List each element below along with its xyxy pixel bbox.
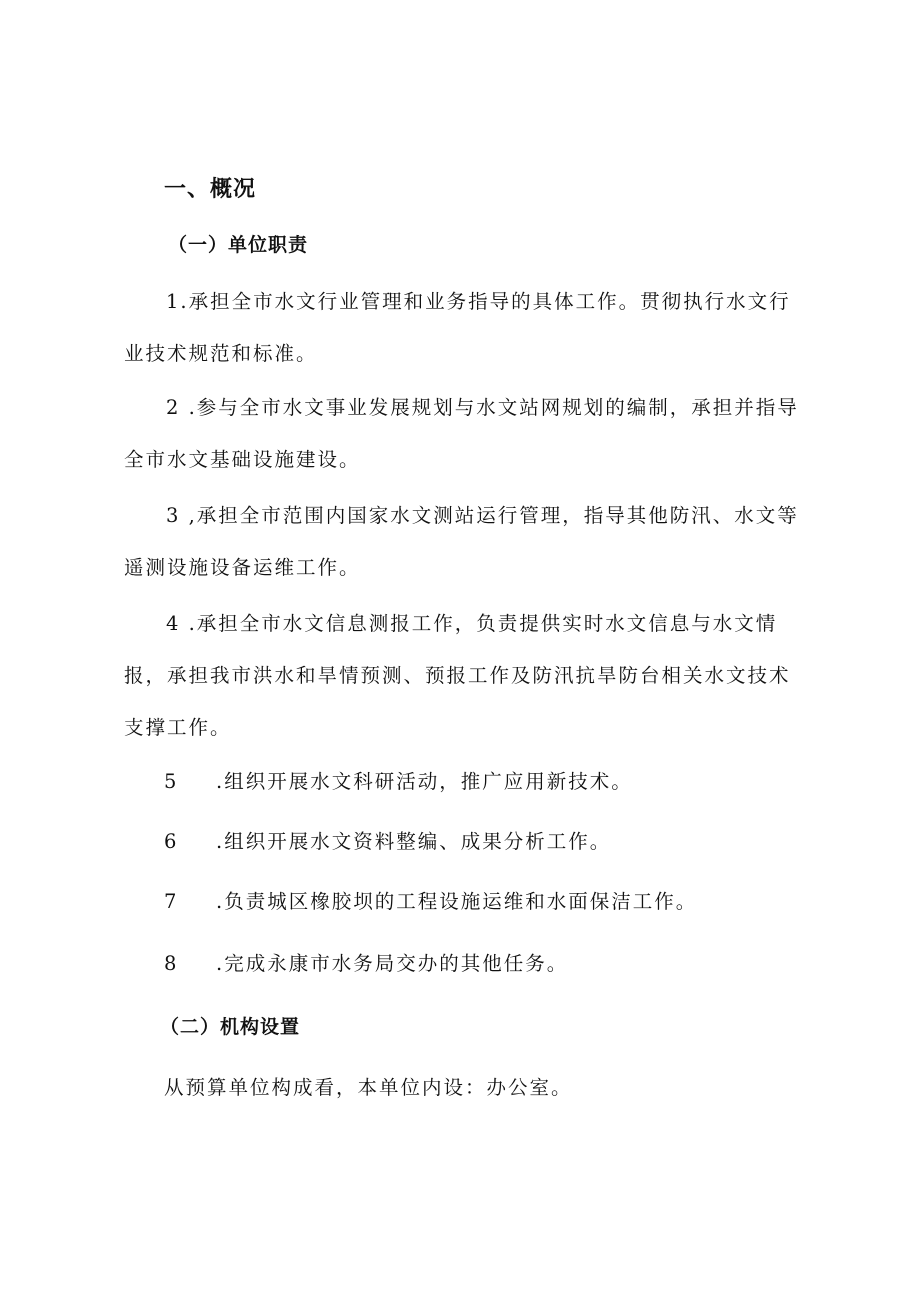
org-structure-text: 从预算单位构成看，本单位内设：办公室。 bbox=[164, 1076, 573, 1099]
duty-item-7 bbox=[164, 886, 697, 914]
duty-item-number: 8 bbox=[164, 952, 179, 975]
duty-item-4: 4 .承担全市水文信息测报工作，负责提供实时水文信息与水文情报，承担我市洪水和旱情预测、预报工作及防汛抗旱防台相关水文技术支撑工作。 bbox=[124, 612, 791, 739]
duty-item-number: 6 bbox=[164, 830, 179, 853]
duty-item-text: .负责城区橡胶坝的工程设施运维和水面保洁工作。 bbox=[216, 890, 698, 913]
duty-item-text: .完成永康市水务局交办的其他任务。 bbox=[216, 952, 569, 975]
duty-item-6 bbox=[164, 826, 611, 854]
duty-item-5 bbox=[164, 766, 633, 794]
duty-item-2: 2 .参与全市水文事业发展规划与水文站网规划的编制，承担并指导全市水文基础设施建设。 bbox=[124, 396, 799, 471]
duty-item-number: 7 bbox=[164, 890, 179, 913]
section-heading-overview: 一、概况 bbox=[164, 177, 257, 202]
duty-item-8 bbox=[164, 948, 568, 976]
duty-item-text: .组织开展水文资料整编、成果分析工作。 bbox=[216, 830, 612, 853]
duty-item-3: 3 ,承担全市范围内国家水文测站运行管理，指导其他防汛、水文等遥测设施设备运维工作。 bbox=[124, 504, 799, 579]
subheading-unit-duties: （一）单位职责 bbox=[168, 234, 309, 256]
duty-item-1: 1.承担全市水文行业管理和业务指导的具体工作。贯彻执行水文行业技术规范和标准。 bbox=[124, 290, 791, 365]
duty-item-number: 5 bbox=[164, 770, 179, 793]
duty-item-text: .组织开展水文科研活动，推广应用新技术。 bbox=[216, 770, 633, 793]
subheading-org-structure: （二）机构设置 bbox=[160, 1016, 301, 1038]
